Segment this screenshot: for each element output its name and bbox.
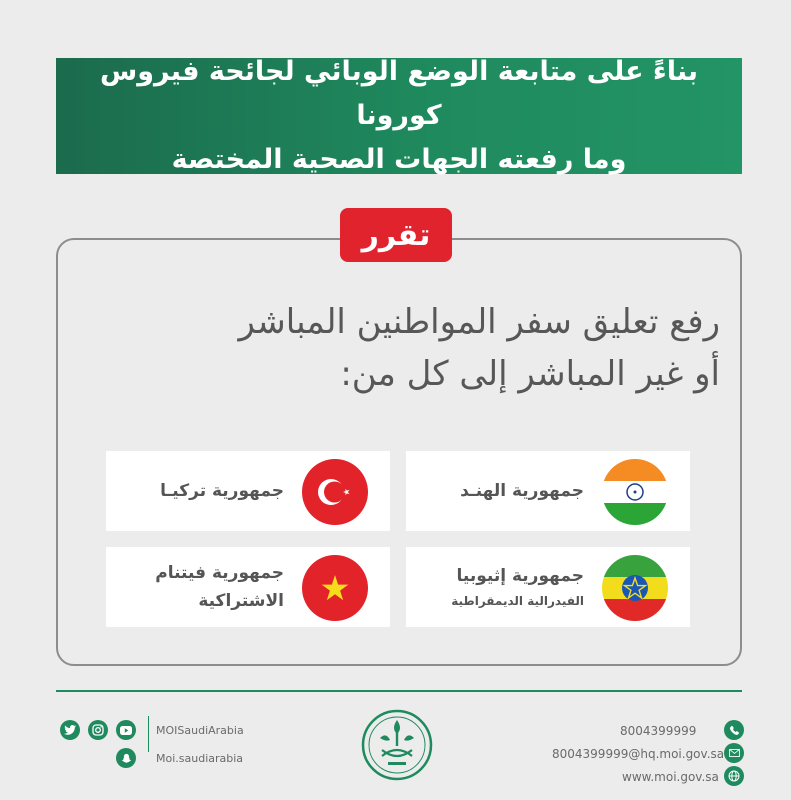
- email-icon: [724, 743, 744, 763]
- decision-badge: تقرر: [340, 208, 452, 262]
- banner-line-2: وما رفعته الجهات الصحية المختصة: [171, 144, 627, 175]
- youtube-icon[interactable]: [116, 720, 136, 740]
- country-card-vietnam: [106, 547, 390, 627]
- country-name-vietnam: [155, 547, 284, 627]
- country-label: جمهورية تركيـا: [160, 481, 284, 501]
- globe-icon: [724, 766, 744, 786]
- banner-line-1: بناءً على متابعة الوضع الوبائي لجائحة فيروس كورونا: [99, 56, 699, 131]
- country-sublabel: الفيدرالية الديمقراطية: [451, 594, 584, 608]
- snapchat-icon[interactable]: [116, 748, 136, 768]
- phone-number[interactable]: 8004399999: [620, 724, 697, 738]
- country-card-ethiopia: [406, 547, 690, 627]
- ministry-emblem-icon: [360, 708, 434, 782]
- website-link[interactable]: www.moi.gov.sa: [622, 770, 719, 784]
- country-card-india: [406, 451, 690, 531]
- headline-line-1: رفع تعليق سفر المواطنين المباشر: [238, 302, 720, 342]
- country-name-india: [460, 451, 584, 531]
- snapchat-handle[interactable]: Moi.saudiarabia: [156, 752, 244, 765]
- social-handle[interactable]: MOISaudiArabia: [156, 724, 244, 737]
- country-card-turkey: [106, 451, 390, 531]
- country-name-ethiopia: [451, 547, 584, 627]
- footer-separator: [148, 716, 149, 752]
- india-flag-icon: [602, 459, 668, 525]
- turkey-flag-icon: [302, 459, 368, 525]
- email-address[interactable]: 8004399999@hq.moi.gov.sa: [552, 747, 725, 761]
- phone-icon: [724, 720, 744, 740]
- footer-divider: [56, 690, 742, 692]
- twitter-icon[interactable]: [60, 720, 80, 740]
- ethiopia-flag-icon: [602, 555, 668, 621]
- headline: [80, 296, 720, 400]
- instagram-icon[interactable]: [88, 720, 108, 740]
- country-label: جمهورية فيتنام: [155, 563, 284, 583]
- header-banner: [56, 58, 742, 174]
- country-label: جمهورية إثيوبيا: [456, 566, 584, 586]
- country-label: جمهورية الهنـد: [460, 481, 584, 501]
- country-name-turkey: [160, 451, 284, 531]
- headline-line-2: أو غير المباشر إلى كل من:: [340, 354, 720, 394]
- country-label-2: الاشتراكية: [198, 591, 284, 611]
- vietnam-flag-icon: [302, 555, 368, 621]
